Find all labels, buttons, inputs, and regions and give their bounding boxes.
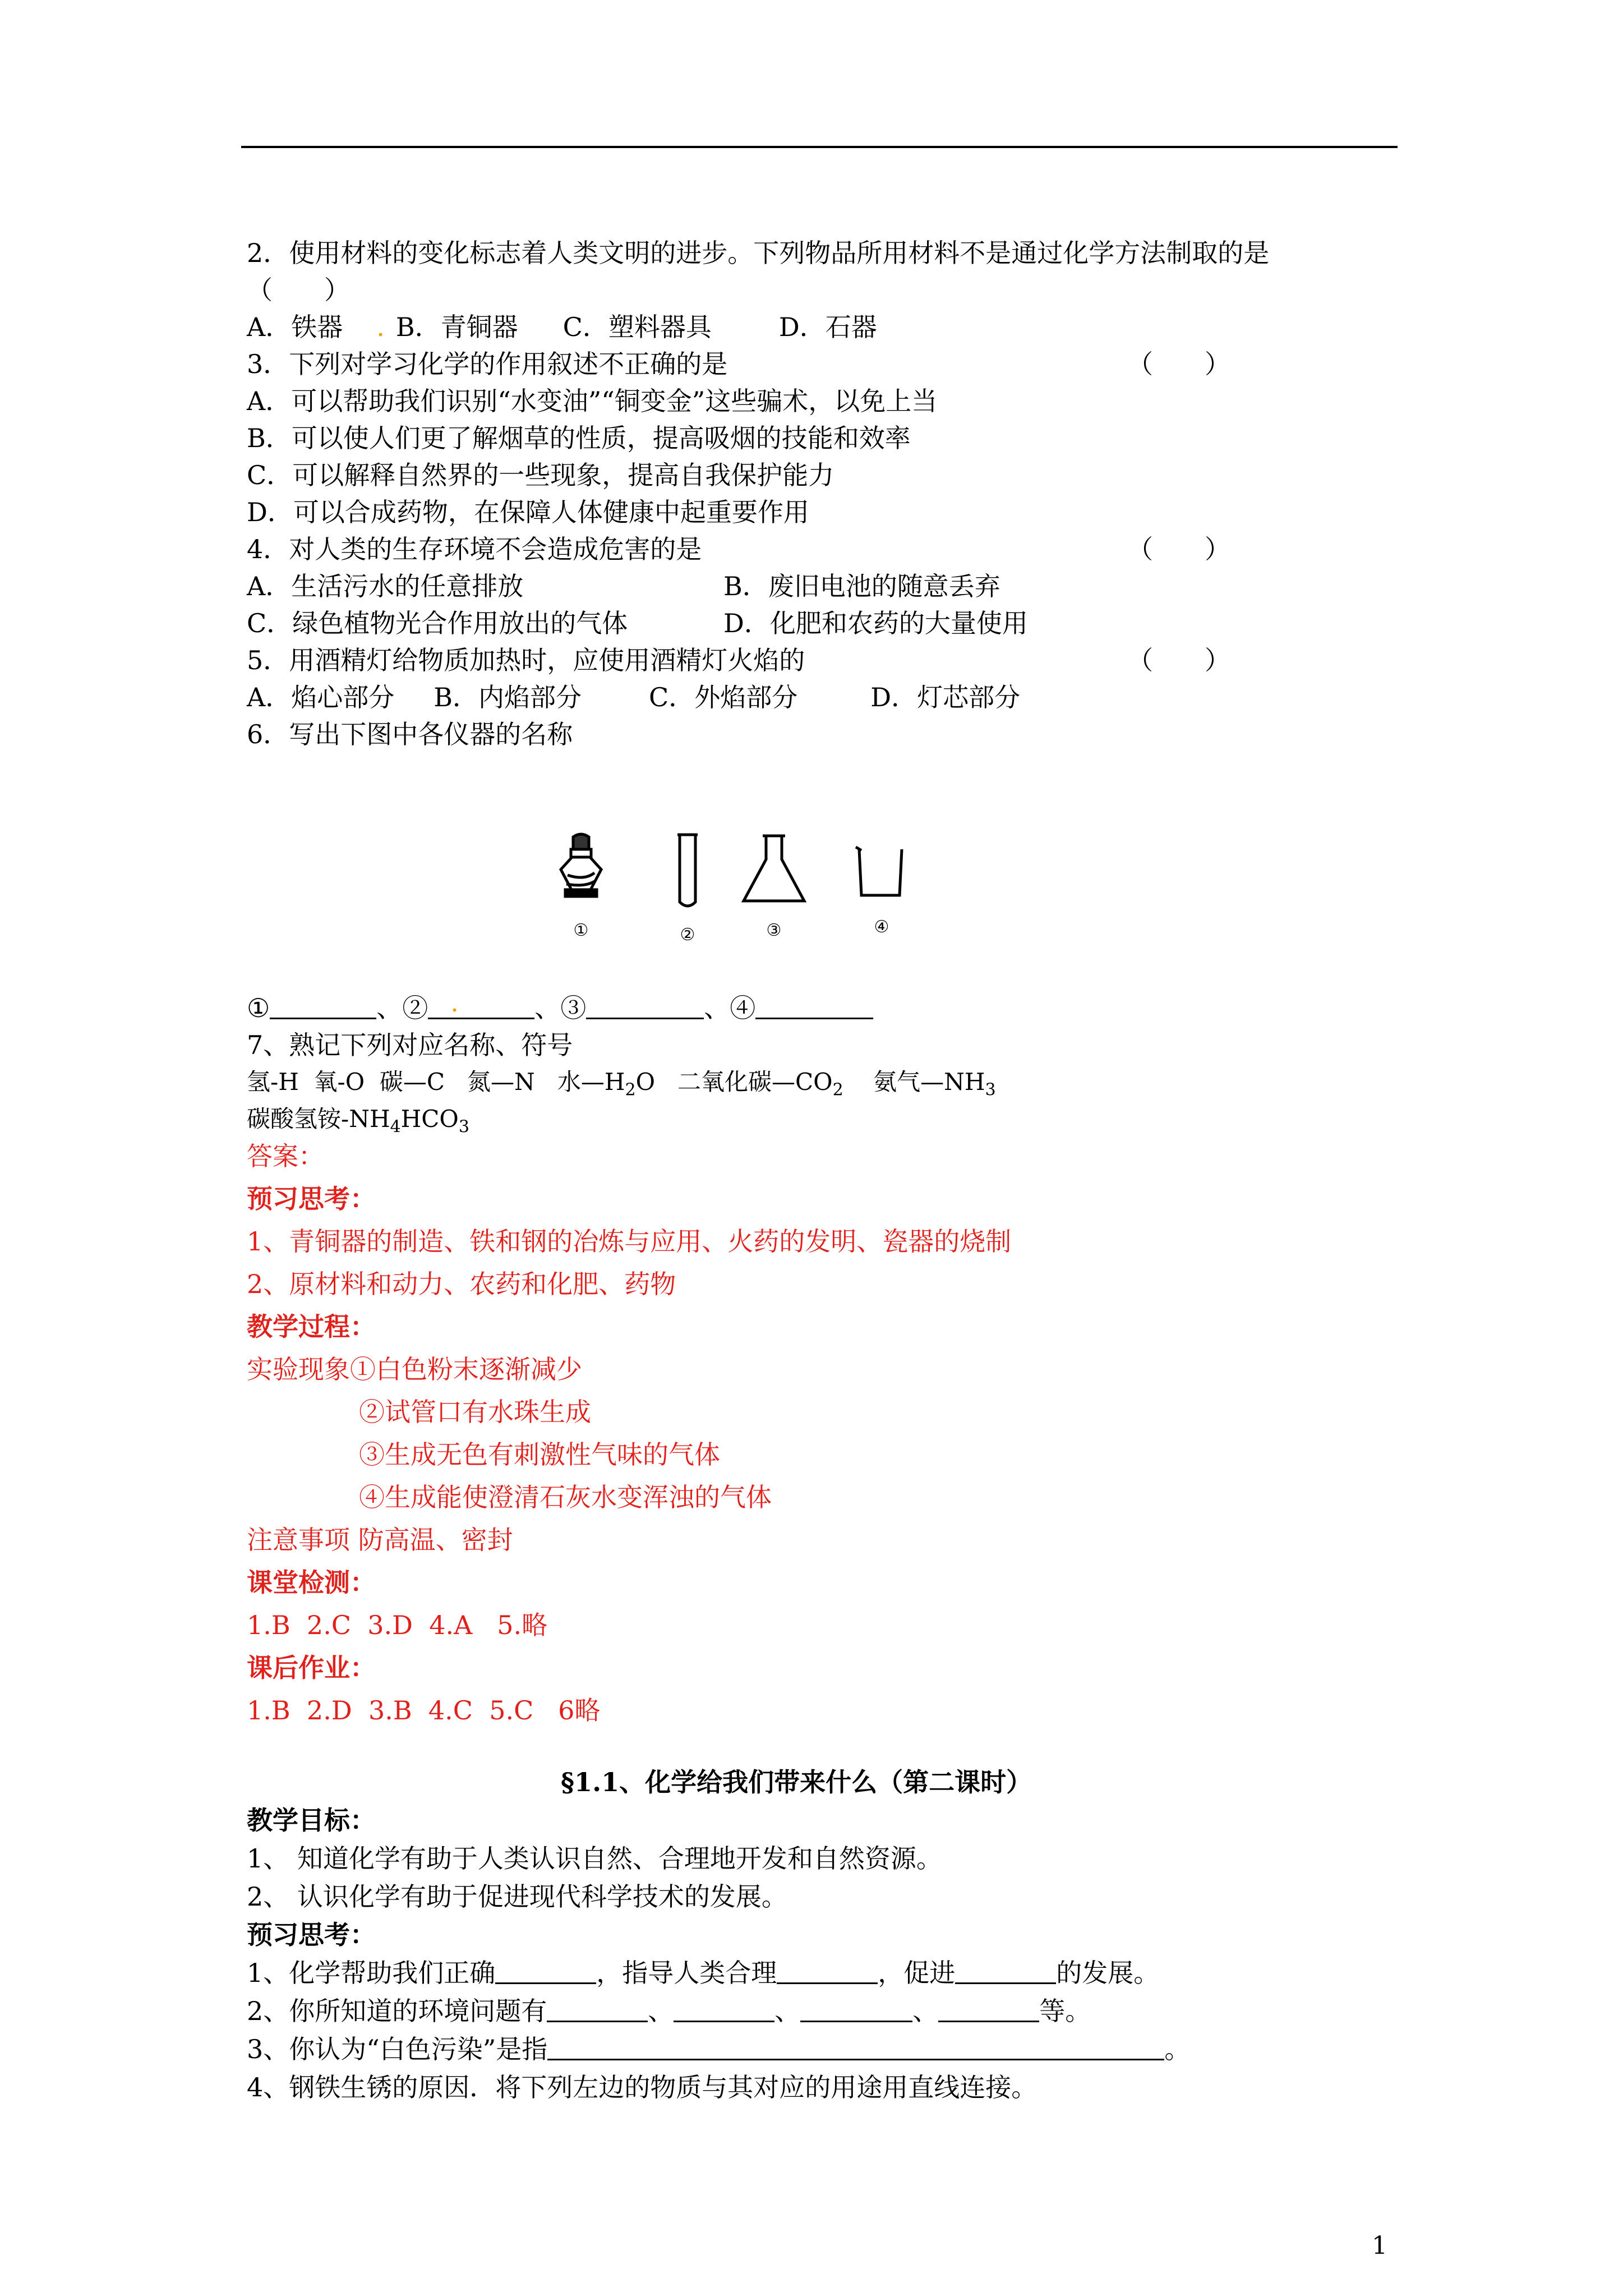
q5-stem: 5．用酒精灯给物质加热时，应使用酒精灯火焰的 <box>247 645 805 675</box>
p2-sep-3: 、 <box>912 1996 939 2026</box>
answers-process-4: ④生成能使澄清石灰水变浑浊的气体 <box>359 1482 772 1512</box>
q3-option-b: B．可以使人们更了解烟草的性质，提高吸烟的技能和效率 <box>247 423 911 453</box>
q3-paren: （ ） <box>1127 349 1230 379</box>
answers-preview-1: 1、青铜器的制造、铁和钢的冶炼与应用、火药的发明、瓷器的烧制 <box>247 1226 1012 1257</box>
p1-text-a: 1、化学帮助我们正确 <box>247 1958 496 1988</box>
figure-label-2: ② <box>680 925 695 945</box>
q7-l2-text-a: 碳酸氢铵-NH <box>247 1105 390 1133</box>
q6-label-3: ③ <box>560 993 587 1023</box>
q6-blank-4[interactable] <box>755 993 873 1019</box>
q7-l2-sub-b: 3 <box>458 1117 469 1137</box>
p2-sep-2: 、 <box>774 1996 801 2026</box>
q6-stem: 6．写出下图中各仪器的名称 <box>247 719 573 749</box>
answers-preview-title: 预习思考： <box>247 1184 376 1214</box>
q5-options <box>247 679 1020 716</box>
q7-stem: 7、熟记下列对应名称、符号 <box>247 1030 573 1060</box>
q4-paren: （ ） <box>1127 534 1230 564</box>
p1-text-b: ，指导人类合理 <box>596 1958 777 1988</box>
q7-l1-text-a: 氢-H 氧-O 碳—C 氮—N 水—H <box>247 1068 625 1096</box>
lesson2-preview-2 <box>247 1993 1091 2030</box>
p2-blank-1[interactable] <box>547 1996 648 2022</box>
answers-process-2: ②试管口有水珠生成 <box>359 1397 591 1427</box>
q5-option-d: D．灯芯部分 <box>870 682 1021 712</box>
test-tube-icon <box>677 835 698 906</box>
answers-process-title: 教学过程： <box>247 1312 376 1342</box>
q5-option-a: A．焰心部分 <box>247 682 395 712</box>
answers-after: 1.B 2.D 3.B 4.C 5.C 6略 <box>247 1695 601 1726</box>
p1-blank-2[interactable] <box>777 1958 878 1984</box>
q7-l1-text-b: O 二氧化碳—CO <box>635 1068 833 1096</box>
answers-after-title: 课后作业： <box>247 1653 376 1683</box>
answers-label: 答案： <box>247 1141 324 1171</box>
q4-option-a: A．生活污水的任意排放 <box>247 571 524 601</box>
q6-blank-1[interactable] <box>270 993 376 1019</box>
q3-option-d: D．可以合成药物，在保障人体健康中起重要作用 <box>247 497 809 527</box>
answers-class-title: 课堂检测： <box>247 1567 376 1598</box>
page-number: 1 <box>1372 2231 1387 2260</box>
q6-label-2: ② <box>402 993 428 1023</box>
alcohol-lamp-icon <box>561 834 601 896</box>
p2-blank-2[interactable] <box>674 1996 774 2022</box>
p1-blank-1[interactable] <box>495 1958 596 1984</box>
q2-options <box>247 309 877 346</box>
q5-option-b: B．内焰部分 <box>434 682 582 712</box>
q3-stem: 3．下列对学习化学的作用叙述不正确的是 <box>247 349 728 379</box>
q2-paren: （ ） <box>247 275 350 305</box>
lesson2-title: §1.1、化学给我们带来什么（第二课时） <box>561 1767 1032 1797</box>
figure-label-3: ③ <box>766 921 782 940</box>
lesson2-goal-title: 教学目标： <box>247 1805 376 1835</box>
q6-blank-2[interactable] <box>428 987 534 1019</box>
q7-l1-sub-b: 2 <box>832 1080 843 1100</box>
p1-blank-3[interactable] <box>955 1958 1056 1984</box>
p2-text-a: 2、你所知道的环境问题有 <box>247 1996 547 2026</box>
q6-sep-2: 、 <box>534 993 561 1023</box>
lesson2-preview-3 <box>247 2031 1190 2068</box>
lesson2-preview-title: 预习思考： <box>247 1920 376 1950</box>
q2-stem: 2．使用材料的变化标志着人类文明的进步。下列物品所用材料不是通过化学方法制取的是 <box>247 238 1270 268</box>
q6-label-4: ④ <box>730 993 756 1023</box>
answers-process-5: 注意事项 防高温、密封 <box>247 1525 513 1555</box>
q6-blank-3[interactable] <box>586 993 704 1019</box>
figure-label-1: ① <box>573 921 589 940</box>
answers-class: 1.B 2.C 3.D 4.A 5.略 <box>247 1610 548 1640</box>
p3-text-end: 。 <box>1164 2034 1191 2064</box>
q6-dot-mark: . <box>450 987 459 1018</box>
p1-text-c: ，促进 <box>878 1958 956 1988</box>
q2-option-b: B．青铜器 <box>395 312 518 342</box>
p2-blank-4[interactable] <box>938 1996 1039 2022</box>
lesson2-preview-4: 4、钢铁生锈的原因．将下列左边的物质与其对应的用途用直线连接。 <box>247 2072 1038 2102</box>
q5-option-c: C．外焰部分 <box>649 682 798 712</box>
q6-sep-3: 、 <box>704 993 730 1023</box>
p3-text-a: 3、你认为“白色污染”是指 <box>247 2034 548 2064</box>
p3-blank[interactable] <box>547 2034 1164 2060</box>
lesson2-goal-1: 1、 知道化学有助于人类认识自然、合理地开发和自然资源。 <box>247 1843 942 1874</box>
q7-l1-text-c: 氨气—NH <box>843 1068 985 1096</box>
q4-option-d: D．化肥和农药的大量使用 <box>723 608 1028 638</box>
q2-option-d: D．石器 <box>778 312 877 342</box>
q6-sep-1: 、 <box>376 993 403 1023</box>
p2-sep-1: 、 <box>648 1996 674 2026</box>
p2-text-end: 等。 <box>1039 1996 1091 2026</box>
q5-paren: （ ） <box>1127 645 1230 675</box>
lab-apparatus-figure <box>538 830 953 954</box>
p1-text-d: 的发展。 <box>1056 1958 1160 1988</box>
answers-process-3: ③生成无色有刺激性气味的气体 <box>359 1439 720 1470</box>
q3-option-c: C．可以解释自然界的一些现象，提高自我保护能力 <box>247 460 834 490</box>
answers-process-1: 实验现象①白色粉末逐渐减少 <box>247 1354 582 1384</box>
q4-option-c: C．绿色植物光合作用放出的气体 <box>247 608 628 638</box>
lesson2-goal-2: 2、 认识化学有助于促进现代科学技术的发展。 <box>247 1881 787 1912</box>
q6-answer-line <box>247 987 873 1027</box>
q3-option-a: A．可以帮助我们识别“水变油”“铜变金”这些骗术，以免上当 <box>247 386 938 416</box>
lesson2-preview-1 <box>247 1954 1159 1991</box>
q4-option-b: B．废旧电池的随意丢弃 <box>723 571 1000 601</box>
q6-label-1: ① <box>247 993 270 1023</box>
q7-l2-text-b: HCO <box>400 1105 459 1133</box>
q2-option-c: C．塑料器具 <box>562 312 712 342</box>
q2-dot-mark: . <box>376 312 385 342</box>
q7-l1-sub-a: 2 <box>625 1080 636 1100</box>
beaker-icon <box>856 847 902 895</box>
conical-flask-icon <box>744 836 804 901</box>
figure-label-4: ④ <box>874 917 889 937</box>
q2-option-a: A．铁器 <box>247 312 343 342</box>
header-rule <box>241 146 1398 148</box>
p2-blank-3[interactable] <box>800 1996 912 2022</box>
q4-stem: 4．对人类的生存环境不会造成危害的是 <box>247 534 702 564</box>
answers-preview-2: 2、原材料和动力、农药和化肥、药物 <box>247 1269 676 1299</box>
q7-l2-sub-a: 4 <box>390 1117 401 1137</box>
q7-l1-sub-c: 3 <box>985 1080 996 1100</box>
